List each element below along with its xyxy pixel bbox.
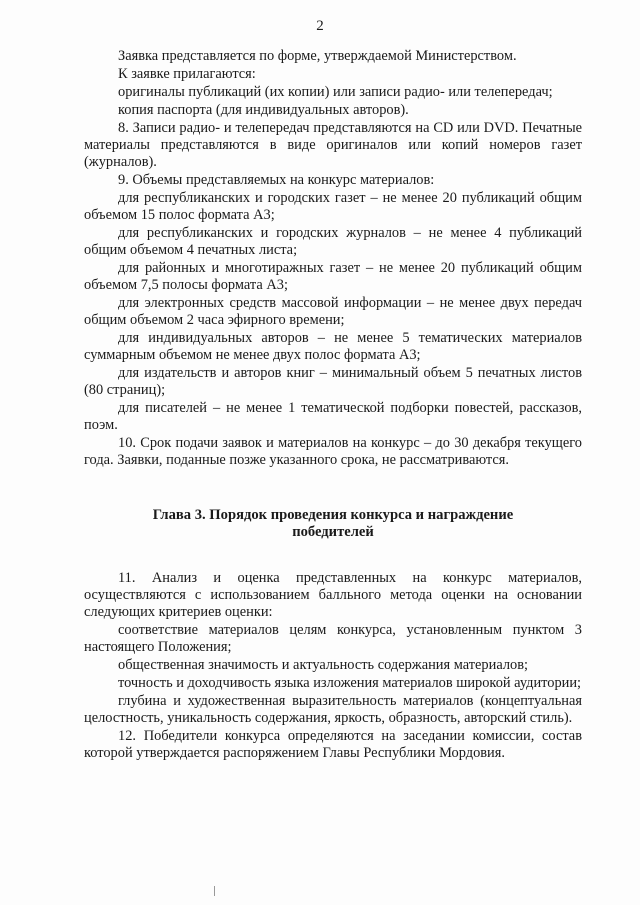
paragraph: для республиканских и городских газет – не менее 20 публикаций общим объемом 15 полос формата А3; [84,190,582,223]
paragraph: для издательств и авторов книг – минимальный объем 5 печатных листов (80 страниц); [84,365,582,398]
chapter-heading: Глава 3. Порядок проведения конкурса и награждение победителей [152,507,514,540]
paragraph: глубина и художественная выразительность материалов (концептуальная целостность, уникальность содержания, яркость, образность, авторский стиль). [84,693,582,726]
paragraph: копия паспорта (для индивидуальных авторов). [118,102,409,118]
document-body [84,48,582,762]
paragraph: 9. Объемы представляемых на конкурс материалов: [118,172,435,188]
paragraph: 11. Анализ и оценка представленных на конкурс материалов, осуществляются с использованием балльного метода оценки на основании следующих критериев оценки: [84,570,582,620]
paragraph: К заявке прилагаются: [118,66,256,82]
paragraph: оригиналы публикаций (их копии) или записи радио- или телепередач; [118,84,553,100]
scan-mark [214,886,215,896]
paragraph: 12. Победители конкурса определяются на заседании комиссии, состав которой утверждается распоряжением Главы Республики Мордовия. [84,728,582,761]
paragraph: общественная значимость и актуальность содержания материалов; [118,657,528,673]
paragraph: для республиканских и городских журналов – не менее 4 публикаций общим объемом 4 печатных листа; [84,225,582,258]
paragraph: 8. Записи радио- и телепередач представляются на CD или DVD. Печатные материалы представляются в виде оригиналов или копий номеров газет (журналов). [84,120,582,170]
paragraph: Заявка представляется по форме, утверждаемой Министерством. [118,48,517,64]
page-number: 2 [316,18,324,34]
paragraph: для районных и многотиражных газет – не менее 20 публикаций общим объемом 7,5 полосы формата А3; [84,260,582,293]
paragraph: для индивидуальных авторов – не менее 5 тематических материалов суммарным объемом не менее двух полос формата А3; [84,330,582,363]
paragraph: соответствие материалов целям конкурса, установленным пунктом 3 настоящего Положения; [84,622,582,655]
paragraph: для писателей – не менее 1 тематической подборки повестей, рассказов, поэм. [84,400,582,433]
paragraph: 10. Срок подачи заявок и материалов на конкурс – до 30 декабря текущего года. Заявки, поданные позже указанного срока, не рассматриваются. [84,435,582,468]
paragraph: точность и доходчивость языка изложения материалов широкой аудитории; [118,675,582,691]
paragraph: для электронных средств массовой информации – не менее двух передач общим объемом 2 часа эфирного времени; [84,295,582,328]
